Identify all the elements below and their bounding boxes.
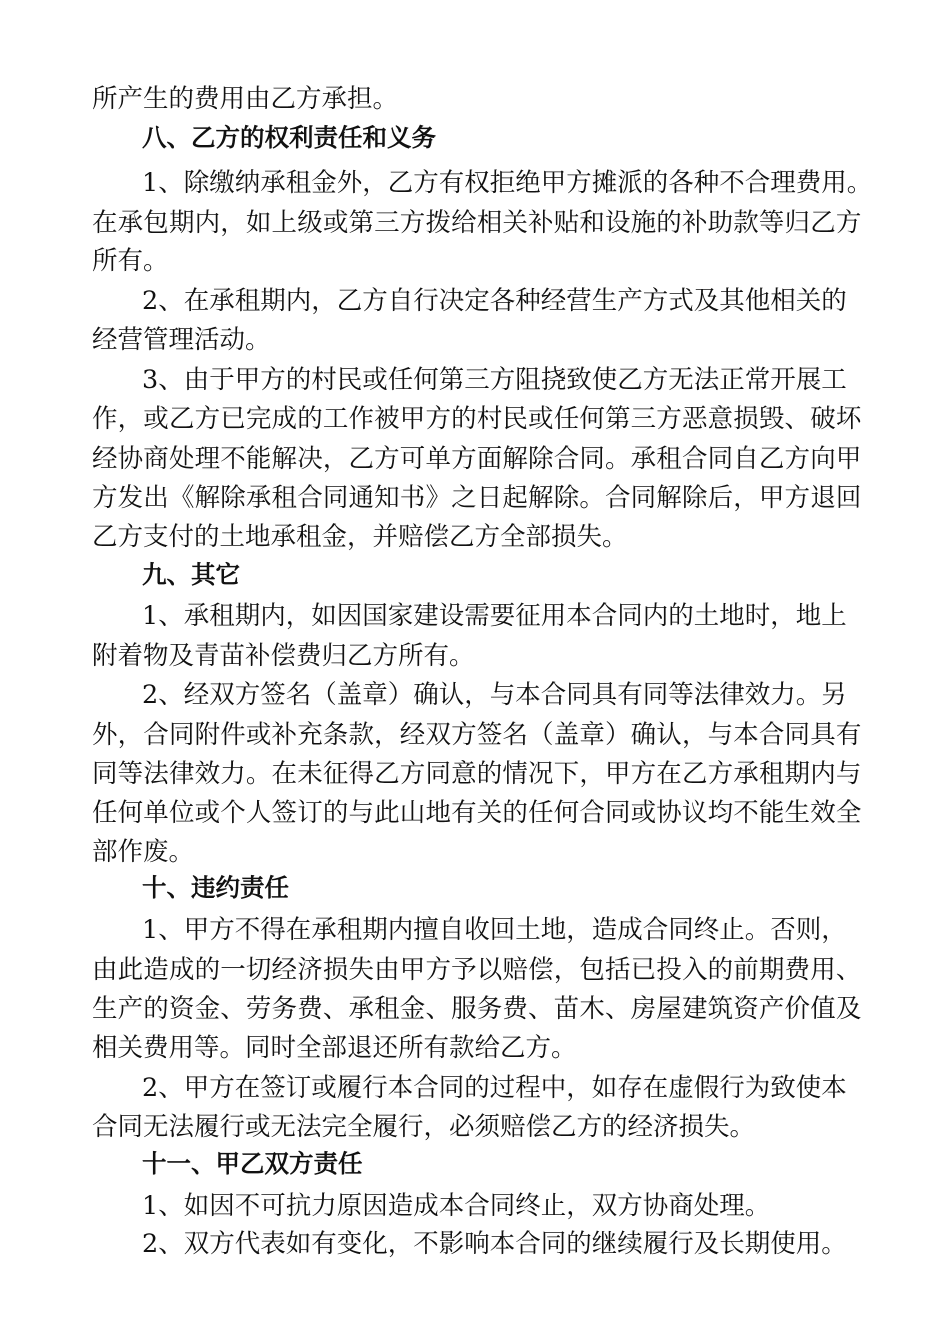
text-line: 2、甲方在签订或履行本合同的过程中，如存在虚假行为致使本 (142, 1073, 847, 1103)
text-line: 1、甲方不得在承租期内擅自收回土地，造成合同终止。否则， (142, 915, 847, 945)
text-line: 同等法律效力。在未征得乙方同意的情况下，甲方在乙方承租期内与 (92, 759, 862, 789)
text-line: 2、双方代表如有变化，不影响本合同的继续履行及长期使用。 (142, 1229, 847, 1259)
text-line: 1、除缴纳承租金外，乙方有权拒绝甲方摊派的各种不合理费用。 (142, 168, 873, 198)
text-line: 在承包期内，如上级或第三方拨给相关补贴和设施的补助款等归乙方 (92, 208, 862, 238)
text-line: 所产生的费用由乙方承担。 (92, 84, 399, 114)
section-heading: 八、乙方的权利责任和义务 (142, 123, 436, 152)
text-line: 所有。 (92, 246, 169, 276)
text-line: 部作废。 (92, 837, 195, 867)
text-line: 2、经双方签名（盖章）确认，与本合同具有同等法律效力。另 (142, 680, 847, 710)
text-line: 合同无法履行或无法完全履行，必须赔偿乙方的经济损失。 (92, 1112, 756, 1142)
text-line: 由此造成的一切经济损失由甲方予以赔偿，包括已投入的前期费用、 (92, 955, 862, 985)
text-line: 外，合同附件或补充条款，经双方签名（盖章）确认，与本合同具有 (92, 720, 862, 750)
text-line: 生产的资金、劳务费、承租金、服务费、苗木、房屋建筑资产价值及 (92, 994, 862, 1024)
text-line: 方发出《解除承租合同通知书》之日起解除。合同解除后，甲方退回 (92, 483, 862, 513)
text-line: 相关费用等。同时全部退还所有款给乙方。 (92, 1033, 577, 1063)
text-line: 任何单位或个人签订的与此山地有关的任何合同或协议均不能生效全 (92, 798, 862, 828)
text-line: 作，或乙方已完成的工作被甲方的村民或任何第三方恶意损毁、破坏 (92, 404, 862, 434)
section-heading: 九、其它 (142, 560, 240, 589)
text-line: 2、在承租期内，乙方自行决定各种经营生产方式及其他相关的 (142, 286, 847, 316)
text-line: 附着物及青苗补偿费归乙方所有。 (92, 641, 475, 671)
section-heading: 十、违约责任 (142, 873, 289, 902)
text-line: 经协商处理不能解决，乙方可单方面解除合同。承租合同自乙方向甲 (92, 444, 862, 474)
text-line: 3、由于甲方的村民或任何第三方阻挠致使乙方无法正常开展工 (142, 365, 847, 395)
text-line: 1、如因不可抗力原因造成本合同终止，双方协商处理。 (142, 1191, 771, 1221)
section-heading: 十一、甲乙双方责任 (142, 1149, 363, 1178)
text-line: 乙方支付的土地承租金，并赔偿乙方全部损失。 (92, 522, 628, 552)
text-line: 经营管理活动。 (92, 325, 271, 355)
text-line: 1、承租期内，如因国家建设需要征用本合同内的土地时，地上 (142, 601, 847, 631)
